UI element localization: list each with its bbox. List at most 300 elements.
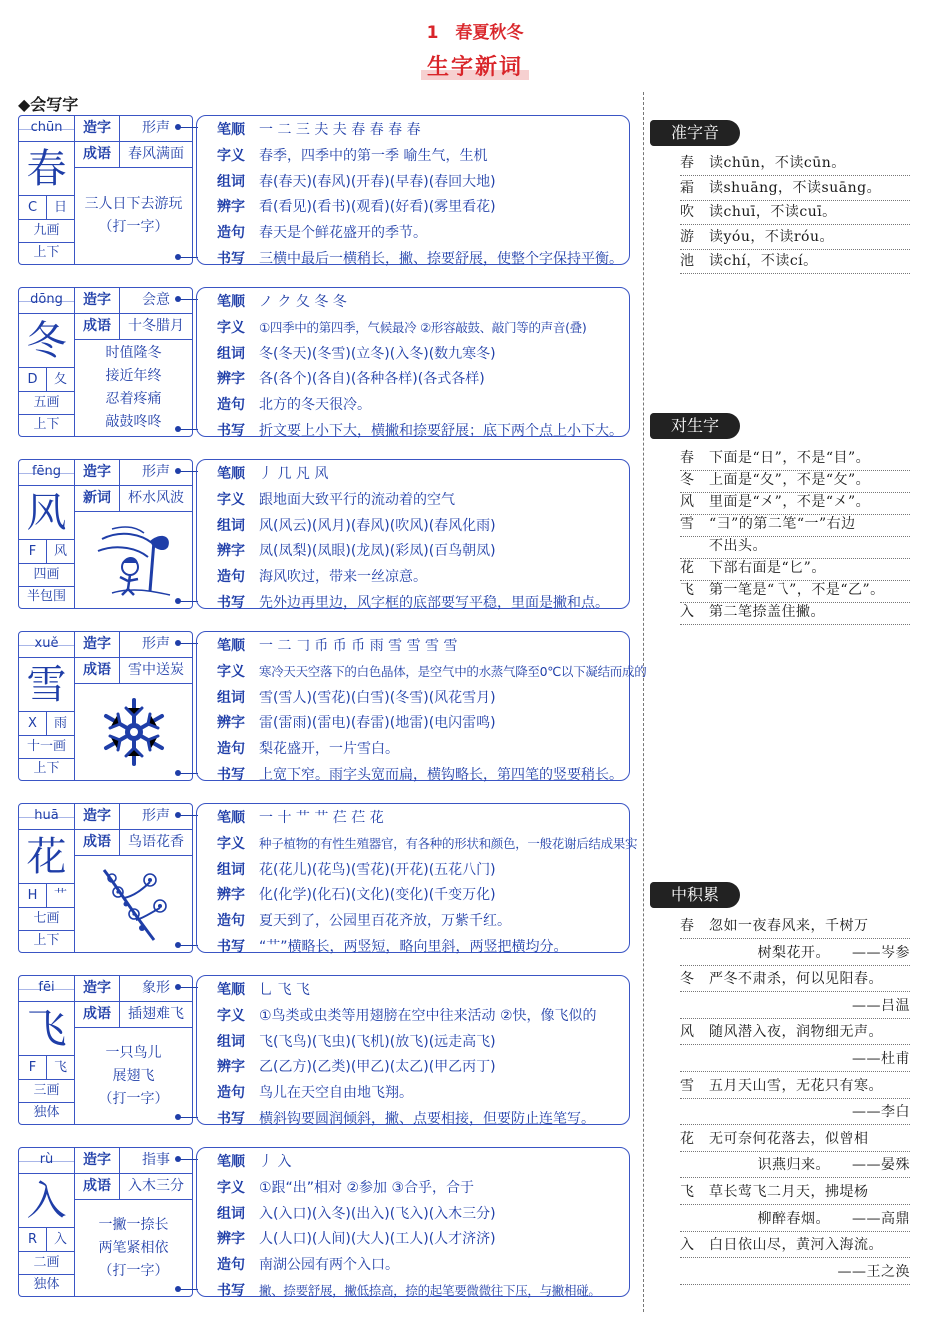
stroke-count: 四画 xyxy=(19,564,75,587)
stroke-count: 五画 xyxy=(19,392,75,415)
capital-letter: X xyxy=(19,712,47,735)
word-group-label: 组词 xyxy=(217,1205,245,1222)
chengyu-label: 成语 xyxy=(75,142,120,167)
chengyu-value: 杯水风波 xyxy=(128,490,184,506)
char-detail-box xyxy=(196,459,630,609)
distinguish-row xyxy=(197,194,627,220)
zaozi-value: 指事 xyxy=(142,1152,170,1168)
glyph-line: 春 下面是“日”，不是“目”。 xyxy=(680,447,910,471)
zaozi-row xyxy=(75,976,192,1002)
connector-line xyxy=(178,127,198,128)
word-group-label: 组词 xyxy=(217,1033,245,1050)
structure: 上下 xyxy=(19,243,75,264)
capital-letter: F xyxy=(19,540,47,563)
zaozi-label: 造字 xyxy=(75,1148,120,1173)
caps-radical xyxy=(19,1056,75,1080)
section-title: ◆会写字 xyxy=(18,95,79,114)
riddle-area xyxy=(75,1028,192,1124)
word-group-label: 组词 xyxy=(217,689,245,706)
poem-line: 花 无可奈何花落去，似曾相 xyxy=(680,1128,910,1152)
writing-tip-value: 三横中最后一横稍长，撇、捺要舒展，使整个字保持平衡。 xyxy=(259,251,623,267)
distinguish-row xyxy=(197,1226,627,1252)
connector-line xyxy=(178,643,198,644)
sentence-value: 南湖公园有两个入口。 xyxy=(259,1257,399,1274)
word-group-value: 风(风云)(风月)(春风)(吹风)(春风化雨) xyxy=(259,517,496,534)
meaning-row xyxy=(197,315,627,341)
connector-dot xyxy=(175,124,181,130)
connector-dot xyxy=(175,942,181,948)
page-heading-text: 生字新词 xyxy=(421,55,529,80)
stroke-order-value: 丿 入 xyxy=(259,1154,292,1170)
zaozi-row xyxy=(75,116,192,142)
character: 飞 xyxy=(19,1002,75,1056)
char-card-3 xyxy=(18,631,647,783)
stroke-order-label: 笔顺 xyxy=(217,810,245,826)
connector-line xyxy=(178,1289,198,1290)
glyph-line: 雪 “彐”的第二笔“一”右边 xyxy=(680,513,910,537)
poem-line: ——吕温 xyxy=(680,995,910,1019)
writing-tip-label: 书写 xyxy=(217,939,245,955)
stroke-order-row xyxy=(197,633,627,659)
word-group-row xyxy=(197,685,627,711)
character: 雪 xyxy=(19,658,75,712)
writing-tip-row xyxy=(197,590,627,616)
distinguish-value: 化(化学)(化石)(文化)(变化)(千变万化) xyxy=(259,887,496,904)
zaozi-value: 形声 xyxy=(142,464,170,480)
char-detail-box xyxy=(196,975,630,1125)
stroke-order-label: 笔顺 xyxy=(217,466,245,482)
sentence-value: 春天是个鲜花盛开的季节。 xyxy=(259,225,427,242)
chengyu-row xyxy=(75,830,192,856)
poem-line: ——杜甫 xyxy=(680,1048,910,1072)
writing-tip-label: 书写 xyxy=(217,251,245,267)
chengyu-value: 十冬腊月 xyxy=(128,318,184,334)
poem-line: 树梨花开。 ——岑参 xyxy=(680,942,910,966)
poem-line: 飞 草长莺飞二月天，拂堤杨 xyxy=(680,1181,910,1205)
stroke-order-row xyxy=(197,117,627,143)
connector-line xyxy=(178,987,198,988)
riddle-area xyxy=(75,340,192,436)
connector-line xyxy=(178,429,198,430)
zaozi-label: 造字 xyxy=(75,804,120,829)
riddle-line: 三人日下去游玩 xyxy=(84,196,183,212)
writing-tip-row xyxy=(197,418,627,444)
connector-dot xyxy=(175,598,181,604)
poem-line: 春 忽如一夜春风来，千树万 xyxy=(680,915,910,939)
char-detail-box xyxy=(196,803,638,955)
riddle-area xyxy=(75,512,192,608)
writing-tip-row xyxy=(197,934,627,960)
sentence-label: 造句 xyxy=(217,397,245,414)
meaning-value: 跟地面大致平行的流动着的空气 xyxy=(259,491,455,508)
connector-dot xyxy=(175,468,181,474)
structure: 独体 xyxy=(19,1275,75,1296)
sentence-label: 造句 xyxy=(217,1085,245,1102)
char-card-1 xyxy=(18,287,630,437)
chengyu-row xyxy=(75,1002,192,1028)
word-group-value: 入(入口)(入冬)(出入)(飞入)(入木三分) xyxy=(259,1205,496,1222)
riddle-area xyxy=(75,168,192,264)
connector-dot xyxy=(175,426,181,432)
distinguish-label: 辨字 xyxy=(217,1059,245,1076)
riddle-line: 敲鼓咚咚 xyxy=(105,414,162,430)
zaozi-label: 造字 xyxy=(75,632,120,657)
stroke-order-row xyxy=(197,1149,627,1175)
word-group-row xyxy=(197,169,627,195)
word-group-row xyxy=(197,857,627,883)
zaozi-value: 形声 xyxy=(142,636,170,652)
pinyin: rù xyxy=(19,1148,75,1174)
chengyu-row xyxy=(75,314,192,340)
meaning-row xyxy=(197,143,627,169)
glyph-line: 不出头。 xyxy=(680,535,910,559)
writing-tip-value: 先外边再里边，风字框的底部要写平稳，里面是撇和点。 xyxy=(259,595,609,611)
caps-radical xyxy=(19,884,75,908)
zaozi-row xyxy=(75,288,192,314)
riddle-line: 时值隆冬 xyxy=(105,345,162,361)
stroke-order-value: ノ ク 夂 冬 冬 xyxy=(259,294,347,310)
capital-letter: F xyxy=(19,1056,47,1079)
char-card-4 xyxy=(18,803,638,955)
writing-tip-value: 横斜钩要圆润倾斜，撇、点要相接，但要防止连笔写。 xyxy=(259,1111,595,1127)
zaozi-label: 造字 xyxy=(75,288,120,313)
riddle-text xyxy=(106,342,162,434)
distinguish-label: 辨字 xyxy=(217,715,245,732)
radical: 日 xyxy=(53,200,67,215)
meaning-value: ①鸟类或虫类等用翅膀在空中往来活动 ②快，像飞似的 xyxy=(259,1007,597,1024)
chengyu-label: 成语 xyxy=(75,1174,120,1199)
pronounce-line: 游 读yóu，不读róu。 xyxy=(680,226,910,250)
riddle-line: （打一字） xyxy=(98,1090,169,1107)
zaozi-label: 造字 xyxy=(75,460,120,485)
sentence-row xyxy=(197,1252,627,1278)
distinguish-row xyxy=(197,366,627,392)
poem-line: 入 白日依山尽，黄河入海流。 xyxy=(680,1234,910,1258)
lesson-title: 1 春夏秋冬 xyxy=(426,23,524,43)
stroke-count: 十一画 xyxy=(19,736,75,759)
writing-tip-row xyxy=(197,762,627,788)
riddle-text xyxy=(99,1214,169,1283)
word-group-row xyxy=(197,1029,627,1055)
char-card-5 xyxy=(18,975,630,1125)
capital-letter: D xyxy=(19,368,47,391)
stroke-order-value: 一 二 𠃌 币 币 币 雨 雪 雪 雪 雪 xyxy=(259,638,458,654)
structure: 上下 xyxy=(19,759,75,780)
pinyin: huā xyxy=(19,804,75,830)
pronounce-line: 池 读chí，不读cí。 xyxy=(680,250,910,274)
meaning-row xyxy=(197,487,627,513)
poem-line: 识燕归来。 ——晏殊 xyxy=(680,1154,910,1178)
meaning-label: 字义 xyxy=(217,147,245,164)
connector-line xyxy=(178,299,198,300)
poem-line: 冬 严冬不肃杀，何以见阳春。 xyxy=(680,968,910,992)
pinyin: fēng xyxy=(19,460,75,486)
zaozi-label: 造字 xyxy=(75,976,120,1001)
sentence-row xyxy=(197,220,627,246)
plum-blossom-icon xyxy=(94,862,174,946)
caps-radical xyxy=(19,196,75,220)
caps-radical xyxy=(19,540,75,564)
connector-dot xyxy=(175,296,181,302)
poem-line: 雪 五月天山雪，无花只有寒。 xyxy=(680,1075,910,1099)
riddle-line: 两笔紧相依 xyxy=(98,1239,169,1256)
riddle-area xyxy=(75,684,192,780)
structure: 上下 xyxy=(19,931,75,952)
riddle-text xyxy=(85,193,183,239)
connector-dot xyxy=(175,1114,181,1120)
stroke-order-value: 一 十 艹 艹 芢 芢 花 xyxy=(259,810,384,826)
meaning-value: 春季，四季中的第一季 喻生气，生机 xyxy=(259,147,488,164)
sentence-value: 北方的冬天很冷。 xyxy=(259,397,371,414)
chengyu-row xyxy=(75,1174,192,1200)
header xyxy=(0,0,950,90)
word-group-label: 组词 xyxy=(217,861,245,878)
word-group-value: 冬(冬天)(冬雪)(立冬)(入冬)(数九寒冬) xyxy=(259,345,496,362)
zaozi-label: 造字 xyxy=(75,116,120,141)
chengyu-value: 插翅难飞 xyxy=(128,1006,184,1022)
distinguish-label: 辨字 xyxy=(217,1231,245,1248)
pronounce-line: 春 读chūn，不读cūn。 xyxy=(680,152,910,176)
distinguish-label: 辨字 xyxy=(217,371,245,388)
char-info-box xyxy=(18,287,193,437)
zaozi-row xyxy=(75,460,192,486)
capital-letter: R xyxy=(19,1228,47,1251)
chengyu-label: 成语 xyxy=(75,1002,120,1027)
riddle-area xyxy=(75,856,192,952)
sentence-label: 造句 xyxy=(217,1257,245,1274)
poem-line: 风 随风潜入夜，润物细无声。 xyxy=(680,1021,910,1045)
stroke-order-label: 笔顺 xyxy=(217,294,245,310)
zaozi-row xyxy=(75,1148,192,1174)
distinguish-label: 辨字 xyxy=(217,887,245,904)
stroke-order-row xyxy=(197,289,627,315)
riddle-line: （打一字） xyxy=(98,219,169,235)
distinguish-value: 凤(凤梨)(凤眼)(龙凤)(彩凤)(百鸟朝凤) xyxy=(259,543,496,560)
char-detail-box xyxy=(196,115,630,265)
glyph-heading: 对生字 xyxy=(650,413,740,439)
pinyin: fēi xyxy=(19,976,75,1002)
meaning-label: 字义 xyxy=(217,1007,245,1024)
poem-line: 柳醉春烟。 ——高鼎 xyxy=(680,1208,910,1232)
pinyin: xuě xyxy=(19,632,75,658)
structure: 半包围 xyxy=(19,587,75,608)
pinyin: chūn xyxy=(19,116,75,142)
sentence-value: 梨花盛开，一片雪白。 xyxy=(259,741,399,758)
chengyu-label: 成语 xyxy=(75,830,120,855)
snowflake-icon xyxy=(96,694,172,770)
writing-tip-label: 书写 xyxy=(217,595,245,611)
meaning-row xyxy=(197,1003,627,1029)
stroke-count: 九画 xyxy=(19,220,75,243)
char-info-box xyxy=(18,631,193,781)
distinguish-row xyxy=(197,538,627,564)
zaozi-row xyxy=(75,632,192,658)
connector-dot xyxy=(175,812,181,818)
sentence-row xyxy=(197,908,627,934)
chengyu-label: 新词 xyxy=(75,486,120,511)
caps-radical xyxy=(19,712,75,736)
riddle-line: （打一字） xyxy=(98,1262,169,1279)
structure: 上下 xyxy=(19,415,75,436)
connector-line xyxy=(178,1117,198,1118)
capital-letter: C xyxy=(19,196,47,219)
sentence-row xyxy=(197,564,627,590)
stroke-order-label: 笔顺 xyxy=(217,122,245,138)
chengyu-value: 春风满面 xyxy=(128,146,184,162)
writing-tip-row xyxy=(197,246,627,272)
connector-dot xyxy=(175,1286,181,1292)
zaozi-value: 形声 xyxy=(142,808,170,824)
glyph-line: 冬 上面是“夂”，不是“攵”。 xyxy=(680,469,910,493)
writing-tip-value: “艹”横略长，两竖短，略向里斜，两竖把横均分。 xyxy=(259,939,568,955)
pronounce-heading: 准字音 xyxy=(650,120,740,146)
distinguish-value: 看(看见)(看书)(观看)(好看)(雾里看花) xyxy=(259,199,496,216)
radical: 风 xyxy=(53,544,67,559)
meaning-value: ①跟“出”相对 ②参加 ③合乎，合于 xyxy=(259,1179,475,1196)
glyph-line: 花 下部右面是“匕”。 xyxy=(680,557,910,581)
char-detail-box xyxy=(196,631,647,783)
poem-heading: 中积累 xyxy=(650,882,740,908)
sentence-label: 造句 xyxy=(217,913,245,930)
distinguish-value: 各(各个)(各自)(各种各样)(各式各样) xyxy=(259,371,485,388)
distinguish-label: 辨字 xyxy=(217,543,245,560)
radical: 飞 xyxy=(53,1060,67,1075)
char-info-box xyxy=(18,115,193,265)
word-group-label: 组词 xyxy=(217,345,245,362)
char-card-0 xyxy=(18,115,630,265)
riddle-line: 一撇一捺长 xyxy=(98,1216,169,1233)
poem-line: ——李白 xyxy=(680,1101,910,1125)
sentence-value: 海风吹过，带来一丝凉意。 xyxy=(259,569,427,586)
sentence-row xyxy=(197,392,627,418)
meaning-label: 字义 xyxy=(217,319,245,336)
distinguish-label: 辨字 xyxy=(217,199,245,216)
connector-dot xyxy=(175,254,181,260)
writing-tip-label: 书写 xyxy=(217,423,245,439)
meaning-label: 字义 xyxy=(217,835,245,852)
wind-child-icon xyxy=(92,521,176,599)
connector-line xyxy=(178,945,198,946)
chengyu-row xyxy=(75,142,192,168)
chengyu-value: 入木三分 xyxy=(128,1178,184,1194)
distinguish-value: 乙(乙方)(乙类)(甲乙)(太乙)(甲乙丙丁) xyxy=(259,1059,496,1076)
char-detail-box xyxy=(196,287,630,437)
word-group-value: 飞(飞鸟)(飞虫)(飞机)(放飞)(远走高飞) xyxy=(259,1033,496,1050)
connector-dot xyxy=(175,1156,181,1162)
meaning-value: 种子植物的有性生殖器官，有各种的形状和颜色，一般花谢后结成果实 xyxy=(259,835,638,851)
connector-dot xyxy=(175,770,181,776)
word-group-value: 花(花儿)(花鸟)(雪花)(开花)(五花八门) xyxy=(259,861,496,878)
word-group-row xyxy=(197,513,627,539)
stroke-order-row xyxy=(197,461,627,487)
stroke-order-value: 丿 几 凡 风 xyxy=(259,466,329,482)
stroke-order-row xyxy=(197,977,627,1003)
char-info-box xyxy=(18,459,193,609)
word-group-value: 雪(雪人)(雪花)(白雪)(冬雪)(风花雪月) xyxy=(259,689,496,706)
stroke-count: 三画 xyxy=(19,1080,75,1103)
writing-tip-row xyxy=(197,1278,627,1304)
chengyu-value: 鸟语花香 xyxy=(128,834,184,850)
sentence-row xyxy=(197,1080,627,1106)
chengyu-label: 成语 xyxy=(75,314,120,339)
character: 春 xyxy=(19,142,75,196)
connector-dot xyxy=(175,640,181,646)
pronounce-line: 霜 读shuāng，不读suāng。 xyxy=(680,177,910,201)
char-info-box xyxy=(18,1147,193,1297)
meaning-row xyxy=(197,659,647,685)
distinguish-value: 人(人口)(人间)(大人)(工人)(人才济济) xyxy=(259,1231,496,1248)
chengyu-row xyxy=(75,658,192,684)
glyph-line: 飞 第一笔是“乁”，不是“乙”。 xyxy=(680,579,910,603)
glyph-line: 入 第二笔捺盖住撇。 xyxy=(680,601,910,625)
sentence-value: 夏天到了，公园里百花齐放，万紫千红。 xyxy=(259,913,511,930)
connector-line xyxy=(178,601,198,602)
pinyin: dōng xyxy=(19,288,75,314)
riddle-line: 展翅飞 xyxy=(112,1067,155,1084)
word-group-value: 春(春天)(春风)(开春)(早春)(春回大地) xyxy=(259,173,496,190)
word-group-label: 组词 xyxy=(217,173,245,190)
structure: 独体 xyxy=(19,1103,75,1124)
stroke-order-value: 乚 飞 飞 xyxy=(259,982,310,998)
distinguish-row xyxy=(197,1054,627,1080)
char-card-6 xyxy=(18,1147,630,1297)
writing-tip-value: 撇、捺要舒展，撇低捺高，捺的起笔要微微往下压，与撇相碰。 xyxy=(259,1283,601,1298)
zaozi-row xyxy=(75,804,192,830)
writing-tip-label: 书写 xyxy=(217,1283,245,1299)
character: 风 xyxy=(19,486,75,540)
char-info-box xyxy=(18,975,193,1125)
meaning-label: 字义 xyxy=(217,1179,245,1196)
meaning-row xyxy=(197,1175,627,1201)
character: 花 xyxy=(19,830,75,884)
connector-dot xyxy=(175,984,181,990)
zaozi-value: 形声 xyxy=(142,120,170,136)
stroke-count: 二画 xyxy=(19,1252,75,1275)
zaozi-value: 会意 xyxy=(142,292,170,308)
page-heading xyxy=(0,50,950,81)
sentence-label: 造句 xyxy=(217,225,245,242)
riddle-line: 接近年终 xyxy=(105,368,162,384)
meaning-value: 寒冷天天空落下的白色晶体，是空气中的水蒸气降至0℃以下凝结而成的 xyxy=(259,663,647,679)
distinguish-value: 雷(雷雨)(雷电)(春雷)(地雷)(电闪雷鸣) xyxy=(259,715,496,732)
capital-letter: H xyxy=(19,884,47,907)
zaozi-value: 象形 xyxy=(142,980,170,996)
writing-tip-label: 书写 xyxy=(217,767,245,783)
glyph-line: 风 里面是“㐅”，不是“㐅”。 xyxy=(680,491,910,515)
connector-line xyxy=(178,773,198,774)
radical: 入 xyxy=(53,1232,67,1247)
meaning-row xyxy=(197,831,638,857)
writing-tip-label: 书写 xyxy=(217,1111,245,1127)
writing-tip-row xyxy=(197,1106,627,1132)
stroke-order-value: 一 二 三 夫 夫 春 春 春 春 xyxy=(259,122,421,138)
chengyu-label: 成语 xyxy=(75,658,120,683)
word-group-row xyxy=(197,1201,627,1227)
writing-tip-value: 折文要上小下大，横撇和捺要舒展；底下两个点上小下大。 xyxy=(259,423,623,439)
stroke-order-label: 笔顺 xyxy=(217,1154,245,1170)
character: 冬 xyxy=(19,314,75,368)
poem-line: ——王之涣 xyxy=(680,1261,910,1285)
connector-line xyxy=(178,1159,198,1160)
riddle-text xyxy=(99,1042,169,1111)
riddle-line: 一只鸟儿 xyxy=(105,1044,162,1061)
char-detail-box xyxy=(196,1147,630,1297)
character: 入 xyxy=(19,1174,75,1228)
sentence-label: 造句 xyxy=(217,569,245,586)
riddle-line: 忍着疼痛 xyxy=(105,391,162,407)
word-group-label: 组词 xyxy=(217,517,245,534)
word-group-row xyxy=(197,341,627,367)
